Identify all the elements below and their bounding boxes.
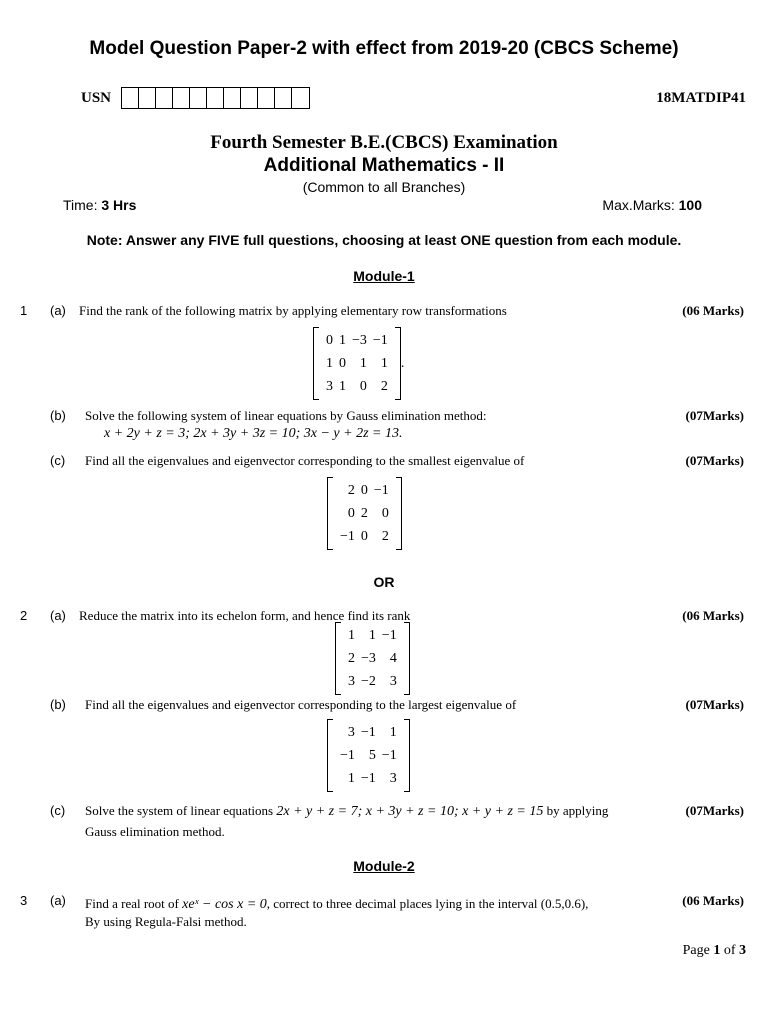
question-text <box>85 896 588 913</box>
question-text-start: Find a real root of <box>85 896 179 911</box>
usn-box <box>292 88 309 108</box>
matrix-entry: −1 <box>360 771 376 786</box>
time-info <box>63 197 136 213</box>
usn-box <box>258 88 275 108</box>
matrix-entry: 1 <box>347 771 355 786</box>
matrix-entry: 1 <box>339 379 346 394</box>
max-marks-value: 100 <box>678 197 702 213</box>
matrix-entry: 2 <box>360 506 368 521</box>
question-number: 1 <box>20 303 28 318</box>
part-label: (b) <box>50 697 66 712</box>
or-separator: OR <box>373 574 395 590</box>
page-of: of <box>723 943 736 958</box>
marks: (06 Marks) <box>682 608 744 623</box>
part-label: (c) <box>50 453 66 468</box>
matrix-entry: 3 <box>389 674 397 689</box>
usn-box <box>156 88 173 108</box>
matrix-suffix: . <box>400 356 405 371</box>
page-current: 1 <box>713 943 721 958</box>
matrix-entry: −1 <box>360 725 376 740</box>
matrix-entry: 5 <box>368 748 376 763</box>
page-prefix: Page <box>682 943 710 958</box>
matrix-entry: 0 <box>359 379 367 394</box>
module-1-heading: Module-1 <box>353 268 415 284</box>
matrix-entry: 0 <box>360 529 368 544</box>
matrix-entry: 0 <box>326 333 333 348</box>
page-total: 3 <box>739 943 746 958</box>
usn-box <box>173 88 190 108</box>
matrix-entry: 0 <box>339 356 346 371</box>
matrix <box>313 327 401 400</box>
matrix-entry: 2 <box>381 529 389 544</box>
question-text: Find all the eigenvalues and eigenvector corresponding to the smallest eigenvalue of <box>85 453 525 468</box>
module-2-heading: Module-2 <box>353 858 415 874</box>
matrix-grid <box>333 477 396 550</box>
matrix-entry: 1 <box>380 356 388 371</box>
matrix-entry: 3 <box>348 674 355 689</box>
usn-box <box>139 88 156 108</box>
usn-boxes <box>121 87 310 109</box>
matrix <box>327 719 410 792</box>
matrix-entry: 1 <box>339 333 346 348</box>
marks: (07Marks) <box>685 697 744 712</box>
matrix-entry: −2 <box>361 674 376 689</box>
max-marks-label: Max.Marks: <box>602 197 675 213</box>
matrix-entry: 2 <box>347 483 355 498</box>
equation: x + 2y + z = 3; 2x + 3y + 3z = 10; 3x − y + 2z = 13. <box>104 426 403 441</box>
time-value: 3 Hrs <box>101 197 137 213</box>
matrix-entry: 1 <box>389 725 397 740</box>
question-text-line2: By using Regula-Falsi method. <box>85 914 247 929</box>
marks: (07Marks) <box>685 803 744 818</box>
matrix-entry: −3 <box>352 333 367 348</box>
question-text: Reduce the matrix into its echelon form, and hence find its rank <box>79 608 411 623</box>
question-number: 3 <box>20 893 28 908</box>
matrix-entry: 2 <box>380 379 388 394</box>
subject-name: Additional Mathematics - II <box>263 155 505 176</box>
matrix-grid <box>341 622 404 695</box>
matrix-entry: 0 <box>347 506 355 521</box>
usn-box <box>241 88 258 108</box>
usn-box <box>122 88 139 108</box>
equation: xeˣ − cos x = 0 <box>182 897 267 912</box>
matrix-entry: 1 <box>359 356 367 371</box>
matrix-entry: 0 <box>381 506 389 521</box>
matrix-entry: 3 <box>347 725 355 740</box>
matrix-entry: 3 <box>389 771 397 786</box>
question-text: Find the rank of the following matrix by applying elementary row transformations <box>79 303 507 318</box>
max-marks-info <box>602 197 702 213</box>
usn-box <box>275 88 292 108</box>
part-label: (a) <box>50 893 66 908</box>
part-label: (b) <box>50 408 66 423</box>
matrix-entry: 1 <box>348 628 355 643</box>
matrix-container <box>313 327 404 400</box>
marks: (06 Marks) <box>682 303 744 318</box>
question-text: Solve the following system of linear equations by Gauss elimination method: <box>85 408 487 423</box>
marks: (07Marks) <box>685 408 744 423</box>
instruction-note: Note: Answer any FIVE full questions, choosing at least ONE question from each module. <box>86 232 682 248</box>
matrix-entry: 2 <box>348 651 355 666</box>
matrix-entry: 3 <box>326 379 333 394</box>
matrix <box>327 477 402 550</box>
matrix-grid <box>319 327 395 400</box>
question-text-end: by applying <box>546 803 609 818</box>
matrix-entry: 0 <box>360 483 368 498</box>
usn-box <box>190 88 207 108</box>
matrix-entry: −1 <box>381 748 397 763</box>
question-text <box>85 803 608 820</box>
part-label: (a) <box>50 303 66 318</box>
common-note: (Common to all Branches) <box>302 179 466 195</box>
matrix-entry: 4 <box>389 651 397 666</box>
paper-title: Model Question Paper-2 with effect from 2019-20 (CBCS Scheme) <box>89 38 679 59</box>
course-code: 18MATDIP41 <box>656 90 746 106</box>
question-text-end: , correct to three decimal places lying in the interval (0.5,0.6), <box>266 896 589 911</box>
matrix-grid <box>333 719 404 792</box>
matrix-entry: −3 <box>361 651 376 666</box>
time-label: Time: <box>63 197 98 213</box>
equation: 2x + y + z = 7; x + 3y + z = 10; x + y + z = 15 <box>276 804 544 819</box>
matrix-entry: −1 <box>340 529 355 544</box>
question-number: 2 <box>20 608 28 623</box>
usn-label: USN <box>81 90 112 106</box>
matrix-entry: −1 <box>381 628 397 643</box>
matrix-entry: 1 <box>368 628 376 643</box>
matrix-entry: −1 <box>340 748 355 763</box>
question-text-start: Solve the system of linear equations <box>85 803 274 818</box>
matrix <box>335 622 410 695</box>
marks: (06 Marks) <box>682 893 744 908</box>
usn-box <box>207 88 224 108</box>
page-footer <box>683 943 746 959</box>
matrix-entry: −1 <box>373 483 389 498</box>
exam-name: Fourth Semester B.E.(CBCS) Examination <box>210 132 558 153</box>
question-text-line2: Gauss elimination method. <box>85 824 225 839</box>
question-text: Find all the eigenvalues and eigenvector corresponding to the largest eigenvalue of <box>85 697 517 712</box>
matrix-entry: −1 <box>372 333 388 348</box>
marks: (07Marks) <box>685 453 744 468</box>
part-label: (a) <box>50 608 66 623</box>
usn-box <box>224 88 241 108</box>
part-label: (c) <box>50 803 66 818</box>
matrix-entry: 1 <box>326 356 333 371</box>
